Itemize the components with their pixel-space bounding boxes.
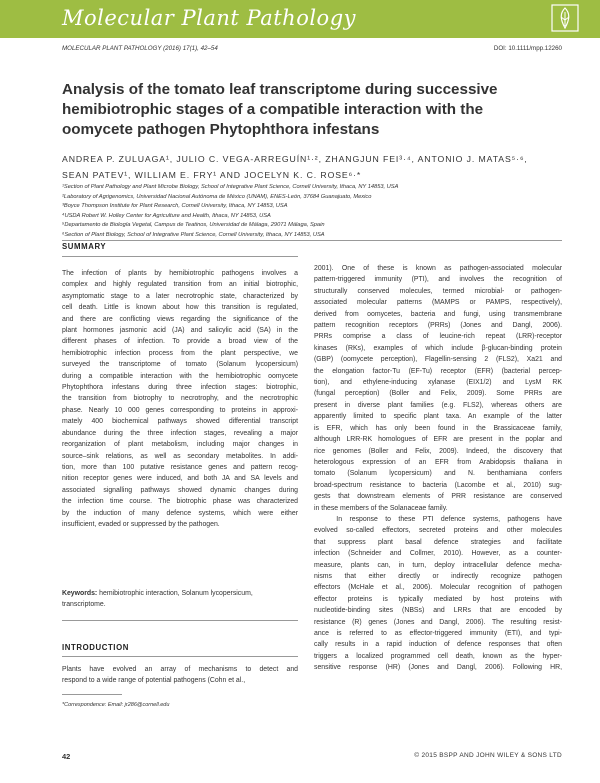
footnote-rule <box>62 694 122 695</box>
keywords <box>62 588 298 611</box>
affiliation: ⁶Section of Plant Biology, School of Integrative Plant Science, Cornell University, Ithaca, NY 14853, USA <box>62 231 325 238</box>
summary-line: during a compatible interaction with the hemibiotrophic oomycete <box>62 372 298 380</box>
author-list <box>62 152 572 183</box>
body-line: pattern-triggered immunity (PTI), and involves the recognition of <box>314 276 562 284</box>
summary-line: hemibiotrophic infection process from the plant perspective, we <box>62 349 298 357</box>
summary-line: cell death. Little is known about how this transition is regulated, <box>62 304 298 312</box>
summary-line: complex and highly regulated transition from an initial biotrophic, <box>62 281 298 289</box>
body-line: associated molecular patterns (MAMPS or PAMPS, respectively), <box>314 299 562 307</box>
intro-top-rule <box>62 620 298 621</box>
body-line: PRRs comprise a class of leucine-rich repeat (LRR)-receptor <box>314 333 562 341</box>
body-line: resistance (R) genes (Jones and Dangl, 2006). The resulting resist- <box>314 618 562 626</box>
summary-line: surveyed the transcriptome of tomato (Solanum lycopersicum) <box>62 361 298 369</box>
body-line: derived from oomycetes, bacteria and fungi, using transmembrane <box>314 310 562 318</box>
summary-line: and there are conflicting views regarding the significance of the <box>62 315 298 323</box>
body-line: evolved so-called effectors, secreted proteins and other molecules <box>314 527 562 535</box>
body-line: apparently limited to specific plant taxa. An example of the latter <box>314 413 562 421</box>
keywords-text: hemibiotrophic interaction, Solanum lycopersicum, <box>99 590 253 597</box>
title-line: hemibiotrophic stages of a compatible interaction with the <box>62 101 484 118</box>
body-line: gests that downstream elements of PRR resistance are conserved <box>314 493 562 501</box>
summary-line: source–sink relations, as well as secondary metabolites. In addi- <box>62 452 298 460</box>
body-line: rice genomes (Boller and Felix, 2009). Indeed, the discovery that <box>314 447 562 455</box>
affiliation: ³Boyce Thompson Institute for Plant Research, Cornell University, Ithaca, NY 14853, USA <box>62 203 288 209</box>
introduction-body <box>62 664 298 687</box>
affiliation-list <box>62 184 562 241</box>
body-line: triggers a localized programmed cell death, known as the hyper- <box>314 652 562 660</box>
summary-line: mately 400 biochemical pathways showed differential transcript <box>62 418 298 426</box>
summary-line: phase. Nearly 10 000 genes corresponding to proteins in approxi- <box>62 406 298 414</box>
body-line: structurally conserved molecules, termed microbial- or pathogen- <box>314 287 562 295</box>
summary-line: the infection time course. The biotrophic phase was characterized <box>62 498 298 506</box>
body-line: (fungal perception) (Boller and Felix, 2009). Some PRRs are <box>314 390 562 398</box>
summary-line: asymptomatic stage to a later necrotrophic state, characterized by <box>62 292 298 300</box>
summary-line: plant hormones jasmonic acid (JA) and salicylic acid (SA) in the <box>62 327 298 335</box>
body-line: in these members of the Solanaceae family. <box>314 504 448 512</box>
body-line: infection (Schneider and Collmer, 2010). However, as a counter- <box>314 550 562 558</box>
body-line: pattern recognition receptors (PRRs) (Jones and Dangl, 2006). <box>314 322 562 330</box>
summary-line: insufficient, evaded or suppressed by the pathogen. <box>62 520 220 528</box>
right-column-body <box>314 263 562 674</box>
body-line: nisms that either directly or indirectly recognize pathogen <box>314 572 562 580</box>
body-line: that suppress plant basal defence strategies and facilitate <box>314 538 562 546</box>
body-line: In response to these PTI defence systems, pathogens have <box>314 515 562 523</box>
summary-line: abundance during the three infection stages, revealing a major <box>62 429 298 437</box>
author-line: SEAN PATEV¹, WILLIAM E. FRY¹ AND JOCELYN K. C. ROSE⁶·* <box>62 169 362 180</box>
summary-heading: SUMMARY <box>62 242 107 251</box>
journal-banner <box>0 0 600 38</box>
doi: DOI: 10.1111/mpp.12260 <box>493 45 562 52</box>
journal-banner-title: Molecular Plant Pathology <box>62 6 357 30</box>
body-line: sensitive response (HR) (Jones and Dangl, 2006). Following HR, <box>314 664 562 672</box>
body-line: ance is referred to as effector-triggered immunity (ETI), and typi- <box>314 630 562 637</box>
body-line: is EFR, which has only been found in the Brassicaceae family, <box>314 424 562 432</box>
body-line: 2001). One of these is known as pathogen-associated molecular <box>314 265 562 272</box>
intro-rule <box>62 656 298 657</box>
correspondence: *Correspondence: Email: jr286@cornell.edu <box>62 702 170 708</box>
body-line: nucleotide-binding sites (NBSs) and LRRs that are encoded by <box>314 607 562 615</box>
affiliation: ²Laboratory of Agrigenomics, Universidad Nacional Autónoma de México (UNAM), ENES-León, 37684 Guanajuato, Mexico <box>62 193 372 200</box>
introduction-heading: INTRODUCTION <box>62 643 129 652</box>
affiliation: ⁵Departamento de Biología Vegetal, Campus de Teatinos, Universidad de Málaga, 29071 Málaga, Spain <box>62 222 325 228</box>
summary-line: The infection of plants by hemibiotrophic pathogens involves a <box>62 270 298 277</box>
summary-line: tion, more than 100 putative resistance genes and pattern recog- <box>62 463 298 471</box>
summary-line: Phytophthora infestans during three infection stages: biotrophic, <box>62 384 298 392</box>
summary-rule <box>62 256 298 257</box>
title-line: oomycete pathogen Phytophthora infestans <box>62 121 380 138</box>
body-line: tion), and ethylene-inducing xylanase (EIX1/2) and LysM RK <box>314 379 562 387</box>
keywords-label: Keywords: <box>62 590 98 597</box>
keywords-text-cont: transcriptome. <box>62 601 106 609</box>
title-line: Analysis of the tomato leaf transcriptome during successive <box>62 81 498 98</box>
intro-line: Plants have evolved an array of mechanisms to detect and <box>62 666 298 673</box>
summary-line: associated signalling pathways showed dynamic changes during <box>62 486 298 494</box>
journal-citation: MOLECULAR PLANT PATHOLOGY (2016) 17(1), 42–54 <box>62 45 218 52</box>
summary-line: nition receptor genes were induced, and both JA and SA levels and <box>62 475 298 483</box>
copyright-notice: © 2015 BSPP AND JOHN WILEY & SONS LTD <box>414 752 562 759</box>
body-line: heterologous expression of an EFR from Arabidopsis thaliana in <box>314 458 562 466</box>
summary-line: different phases of infection. To provide a broad view of the <box>62 338 298 346</box>
article-title <box>62 80 562 140</box>
body-line: measure, plants can, in turn, deploy intracellular defence mecha- <box>314 561 562 569</box>
summary-body <box>62 268 298 530</box>
body-line: cally results in a rapid induction of defence responses that often <box>314 641 562 649</box>
header-divider <box>62 240 562 241</box>
body-line: the elongation factor-Tu (EF-Tu) receptor (EFR) (bacterial percep- <box>314 367 562 375</box>
body-line: effectors (McHale et al., 2006). Molecular recognition of pathogen <box>314 584 562 592</box>
author-line: ANDREA P. ZULUAGA¹, JULIO C. VEGA-ARREGUÍN¹·², ZHANGJUN FEI³·⁴, ANTONIO J. MATAS⁵·⁶, <box>62 154 528 164</box>
body-line: (GBP) (oomycete perception), Flagellin-sensing 2 (FLS2), Xa21 and <box>314 356 562 364</box>
body-line: effector proteins is typically mediated by host proteins with <box>314 595 562 603</box>
body-line: present in diverse plant families (e.g. FLS2), whereas others are <box>314 401 562 409</box>
page-number: 42 <box>62 752 71 761</box>
body-line: although LRR-RK homologues of EFR are present in the poplar and <box>314 436 562 444</box>
affiliation: ⁴USDA Robert W. Holley Center for Agriculture and Health, Ithaca, NY 14853, USA <box>62 212 271 219</box>
summary-line: the transition from biotrophy to necrotrophy, and the necrotrophic <box>62 395 298 403</box>
intro-line: respond to a wide range of potential pathogens (Cohn et al., <box>62 677 246 685</box>
summary-line: reorganization of plant metabolism, including major changes in <box>62 441 298 449</box>
summary-line: by the induction of many defence systems, which were either <box>62 509 298 517</box>
body-line: kinases (RKs), examples of which include β-glucan-binding protein <box>314 344 562 352</box>
body-line: tomato (Solanum lycopersicum) and N. benthamiana confers <box>314 470 562 478</box>
body-line: broad-spectrum resistance to bacteria (Lacombe et al., 2010) sug- <box>314 481 562 489</box>
society-logo-icon <box>551 4 579 32</box>
affiliation: ¹Section of Plant Pathology and Plant Microbe Biology, School of Integrative Plant Science, Cornell University, Ithaca, NY 14853, USA <box>62 184 399 190</box>
